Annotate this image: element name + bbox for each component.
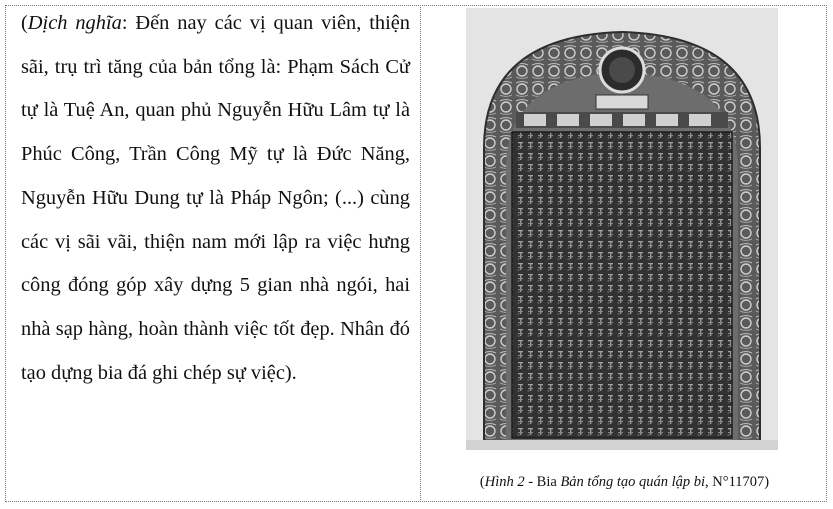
caption-number: , N°11707) (705, 474, 770, 490)
caption-label: Hình 2 (484, 474, 525, 490)
figure-caption: (Hình 2 - Bia Bản tổng tạo quán lập bi, N°11707) (479, 474, 770, 490)
column-divider (420, 5, 421, 502)
caption-separator: - Bia (524, 474, 561, 490)
translation-body: : Đến nay các vị quan viên, thiện sãi, trụ trì tăng của bản tổng là: Phạm Sách Cử tự là Tuệ An, quan phủ Nguyễn Hữu Lâm tự là Phúc Công, Trần Công Mỹ tự là Đức Năng, Nguyễn Hữu Dung tự là Pháp Ngôn; (...) cùng các vị sãi vãi, thiện nam mới lập ra việc hưng công đóng góp xây dựng 5 gian nhà ngói, hai nhà sạp hàng, hoàn thành việc tốt đẹp. Nhân đó tạo dựng bia đá ghi chép sự việc). (21, 12, 410, 384)
stele-rubbing-image (466, 8, 778, 450)
translation-label: Dịch nghĩa (27, 12, 122, 34)
translation-paragraph: (Dịch nghĩa: Đến nay các vị quan viên, thiện sãi, trụ trì tăng của bản tổng là: Phạm Sách Cử tự là Tuệ An, quan phủ Nguyễn Hữu Lâm tự là Phúc Công, Trần Công Mỹ tự là Đức Năng, Nguyễn Hữu Dung tự là Pháp Ngôn; (...) cùng các vị sãi vãi, thiện nam mới lập ra việc hưng công đóng góp xây dựng 5 gian nhà ngói, hai nhà sạp hàng, hoàn thành việc tốt đẹp. Nhân đó tạo dựng bia đá ghi chép sự việc). (21, 12, 410, 384)
translation-text (21, 2, 410, 395)
caption-title: Bản tổng tạo quán lập bi (560, 474, 706, 490)
